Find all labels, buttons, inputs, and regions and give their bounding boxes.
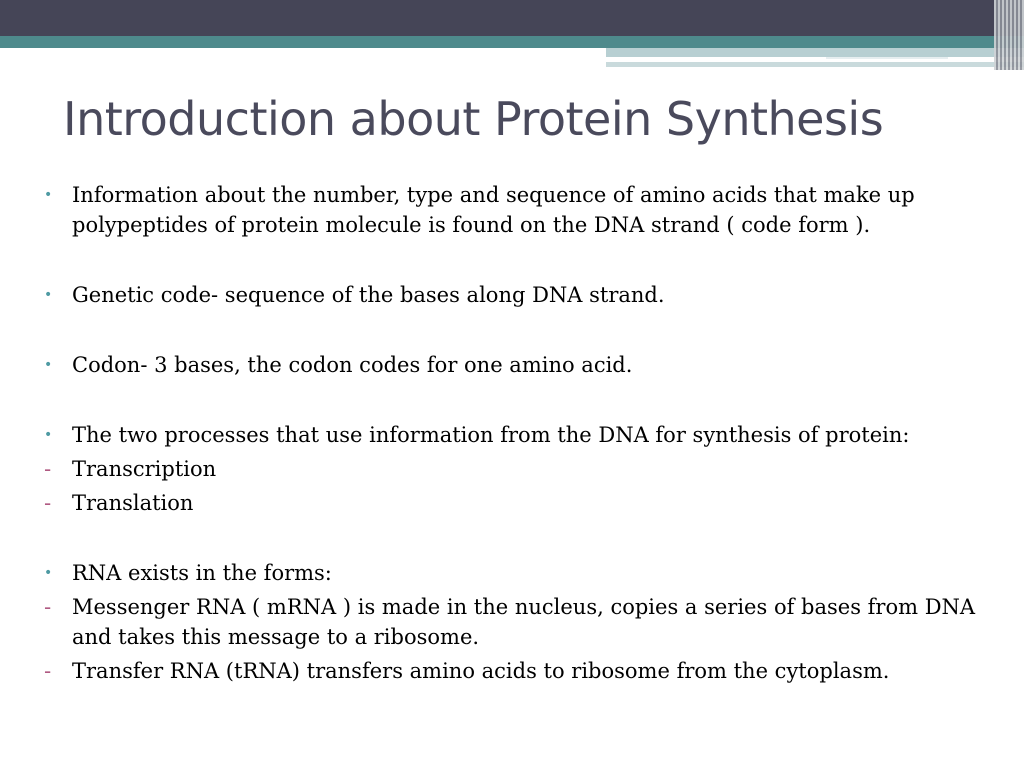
- dash-item-transcription: [44, 454, 994, 484]
- bullet-icon: •: [44, 287, 53, 303]
- dash-icon: -: [44, 595, 52, 619]
- dash-text: Transfer RNA (tRNA) transfers amino acids to ribosome from the cytoplasm.: [72, 659, 890, 683]
- header-dark-band: [0, 0, 1024, 36]
- bullet-item-genetic-code: [44, 280, 994, 310]
- bullet-text: Information about the number, type and sequence of amino acids that make up polypeptides of protein molecule is found on the DNA strand ( code form ).: [72, 183, 915, 237]
- header-stripes-decoration: [994, 0, 1024, 70]
- bullet-text: Genetic code- sequence of the bases along DNA strand.: [72, 283, 665, 307]
- dash-icon: -: [44, 659, 52, 683]
- bullet-icon: •: [44, 427, 53, 443]
- slide-title: Introduction about Protein Synthesis: [63, 92, 884, 146]
- bullet-item-two-processes: [44, 420, 994, 450]
- header-accent-line: [606, 62, 1024, 67]
- bullet-text: The two processes that use information from the DNA for synthesis of protein:: [72, 423, 910, 447]
- header-light-band: [606, 48, 1024, 57]
- bullet-item-rna-forms: [44, 558, 994, 588]
- dash-icon: -: [44, 491, 52, 515]
- bullet-text: RNA exists in the forms:: [72, 561, 332, 585]
- dash-item-transfer-rna: [44, 656, 994, 686]
- dash-text: Messenger RNA ( mRNA ) is made in the nucleus, copies a series of bases from DNA and takes this message to a ribosome.: [72, 595, 976, 649]
- slide-body: [44, 180, 994, 686]
- dash-text: Translation: [72, 491, 194, 515]
- bullet-item-dna-information: [44, 180, 994, 240]
- header-thin-line: [826, 57, 948, 59]
- dash-item-messenger-rna: [44, 592, 994, 652]
- bullet-item-codon: [44, 350, 994, 380]
- dash-text: Transcription: [72, 457, 217, 481]
- bullet-text: Codon- 3 bases, the codon codes for one amino acid.: [72, 353, 633, 377]
- header-teal-band: [0, 36, 1024, 48]
- bullet-icon: •: [44, 357, 53, 373]
- dash-icon: -: [44, 457, 52, 481]
- bullet-icon: •: [44, 565, 53, 581]
- dash-item-translation: [44, 488, 994, 518]
- bullet-icon: •: [44, 187, 53, 203]
